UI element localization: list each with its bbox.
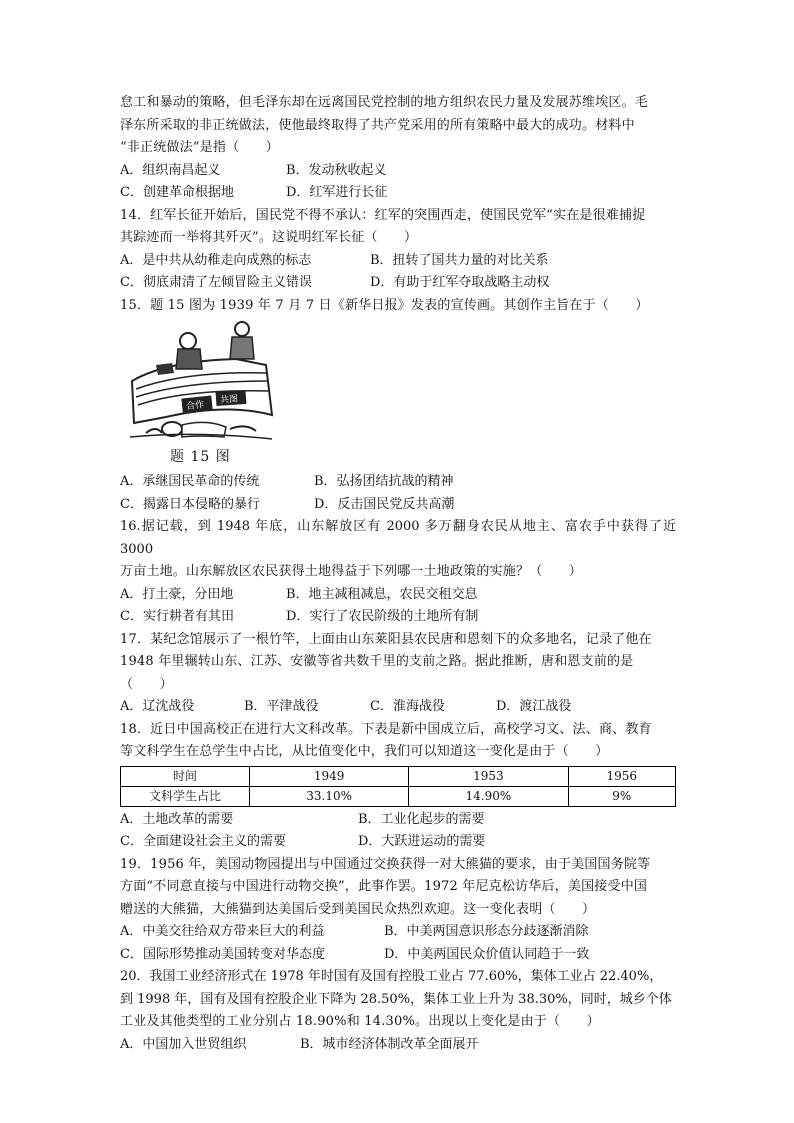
q16-option-a[interactable]: A．打土豪，分田地 [120,586,234,602]
q13-options-row [120,182,676,205]
q17-stem-line: 17．某纪念馆展示了一根竹竿，上面由山东莱阳县农民唐和恩刻下的众多地名，记录了他在 [120,631,652,647]
q13-option-a[interactable]: A．组织南昌起义 [120,162,221,178]
q17-options-row [120,696,676,719]
q16-options-row [120,584,676,607]
q13-option-d[interactable]: D．红军进行长征 [286,185,388,200]
q19-stem-line: 19．1956 年，美国动物园提出与中国通过交换获得一对大熊猫的要求，由于美国国务院等 [120,856,651,872]
table-cell: 33.10% [250,786,409,806]
q19-options-row [120,921,676,944]
q13-options-row [120,160,676,183]
q17-option-d[interactable]: D．渡江战役 [496,699,572,714]
q16-stem-line: 16.据记载，到 1948 年底，山东解放区有 2000 多万翻身农民从地主、富农手中获得了近 3000 [120,519,676,557]
banner-text: 共图 [219,394,239,406]
q18-stem-line: 18．近日中国高校正在进行大文科改革。下表是新中国成立后，高校学习文、法、商、教育 [120,721,652,737]
q20-options-row [120,1034,676,1057]
q14-option-d[interactable]: D．有助于红军夺取战略主动权 [370,275,550,290]
table-header-cell: 1953 [409,766,568,786]
table-header-row [121,766,676,786]
banner-text: 合作 [185,400,205,413]
q13-stem-line: 泽东所采取的非正统做法，使他最终取得了共产党采用的所有策略中最大的成功。材料中 [120,117,635,133]
q14-stem-line: 14．红军长征开始后，国民党不得不承认：红军的突围西走，使国民党军“实在是很难捕捉 [120,207,646,223]
q20-stem-line: 工业及其他类型的工业分别占 18.90%和 14.30%。出现以上变化是由于（ ） [120,1014,600,1029]
q15-stem-line: 15．题 15 图为 1939 年 7 月 7 日《新华日报》发表的宣传画。其创作主旨在于（ ） [120,297,649,313]
q20-stem-line: 20．我国工业经济形式在 1978 年时国有及国有控股工业占 77.60%，集体工业占 22.40%， [120,969,663,984]
q17-option-a[interactable]: A．辽沈战役 [120,699,195,714]
q17-stem-line: 1948 年里辗转山东、江苏、安徽等省共数千里的支前之路。据此推断，唐和恩支前的是 [120,654,634,669]
q16-option-d[interactable]: D．实行了农民阶级的土地所有制 [286,609,479,624]
table-cell: 14.90% [409,786,568,806]
q20-option-b[interactable]: B．城市经济体制改革全面展开 [300,1036,479,1052]
q18-stem-line: 等文科学生在总学生中占比，从比值变化中，我们可以知道这一变化是由于（ ） [120,744,609,759]
table-row [121,786,676,806]
q19-option-c[interactable]: C．国际形势推动美国转变对华态度 [120,946,325,962]
table-header-cell: 时间 [121,766,250,786]
q18-option-a[interactable]: A．土地改革的需要 [120,811,234,827]
q18-option-b[interactable]: B．工业化起步的需要 [358,811,485,827]
q15-options-row [120,494,676,517]
q16-stem-line: 万亩土地。山东解放区农民获得土地得益于下列哪一土地政策的实施？（ ） [120,564,583,579]
q16-option-b[interactable]: B．地主减租减息，农民交租交息 [286,586,478,602]
q15-propaganda-figure [126,319,276,469]
propaganda-illustration [126,319,276,445]
q18-data-table [120,766,676,807]
q15-option-c[interactable]: C．揭露日本侵略的暴行 [120,496,260,512]
q16-option-c[interactable]: C．实行耕者有其田 [120,609,234,624]
q14-stem-line: 其踪迹而一举将其歼灭”。这说明红军长征（ ） [120,230,418,245]
q14-option-a[interactable]: A．是中共从幼稚走向成熟的标志 [120,252,312,268]
q15-option-d[interactable]: D．反击国民党反共高潮 [314,496,455,512]
q19-option-a[interactable]: A．中美交往给双方带来巨大的利益 [120,924,325,939]
q13-option-c[interactable]: C．创建革命根据地 [120,185,234,200]
q18-options-row [120,831,676,854]
q19-options-row [120,944,676,967]
table-cell: 文科学生占比 [121,786,250,806]
q14-option-b[interactable]: B．扭转了国共力量的对比关系 [370,252,549,268]
q20-option-a[interactable]: A．中国加入世贸组织 [120,1036,247,1052]
q15-options-row [120,471,676,494]
q14-options-row [120,250,676,273]
q13-stem-line: 怠工和暴动的策略，但毛泽东却在远离国民党控制的地方组织农民力量及发展苏维埃区。毛 [120,95,649,110]
q18-options-row [120,809,676,832]
q19-stem-line: 赠送的大熊猫，大熊猫到达美国后受到美国民众热烈欢迎。这一变化表明（ ） [120,901,596,917]
q19-stem-line: 方面“不同意直接与中国进行动物交换”，此事作罢。1972 年尼克松访华后，美国接受中国 [120,879,648,894]
q16-options-row [120,606,676,629]
table-header-cell: 1956 [568,766,675,786]
q15-option-b[interactable]: B．弘扬团结抗战的精神 [314,474,454,489]
q19-option-b[interactable]: B．中美两国意识形态分歧逐渐消除 [384,924,589,939]
q18-option-c[interactable]: C．全面建设社会主义的需要 [120,834,286,849]
q15-option-a[interactable]: A．承继国民革命的传统 [120,474,260,489]
q17-option-b[interactable]: B．平津战役 [244,699,319,714]
q14-option-c[interactable]: C．彻底肃清了左倾冒险主义错误 [120,275,312,290]
q20-stem-line: 到 1998 年，国有及国有控股企业下降为 28.50%，集体工业上升为 38.30%，同时，城乡个体 [120,991,672,1007]
q13-stem-line: “非正统做法”是指（ ） [120,140,279,155]
q18-option-d[interactable]: D．大跃进运动的需要 [358,834,486,849]
q17-option-c[interactable]: C．淮海战役 [370,699,445,714]
q19-option-d[interactable]: D．中美两国民众价值认同趋于一致 [384,946,590,962]
figure-caption: 题 15 图 [170,449,231,465]
q13-option-b[interactable]: B．发动秋收起义 [286,162,387,178]
table-header-cell: 1949 [250,766,409,786]
exam-page [120,92,676,1056]
q14-options-row [120,272,676,295]
table-cell: 9% [568,786,675,806]
q17-stem-line: （ ） [120,676,173,692]
